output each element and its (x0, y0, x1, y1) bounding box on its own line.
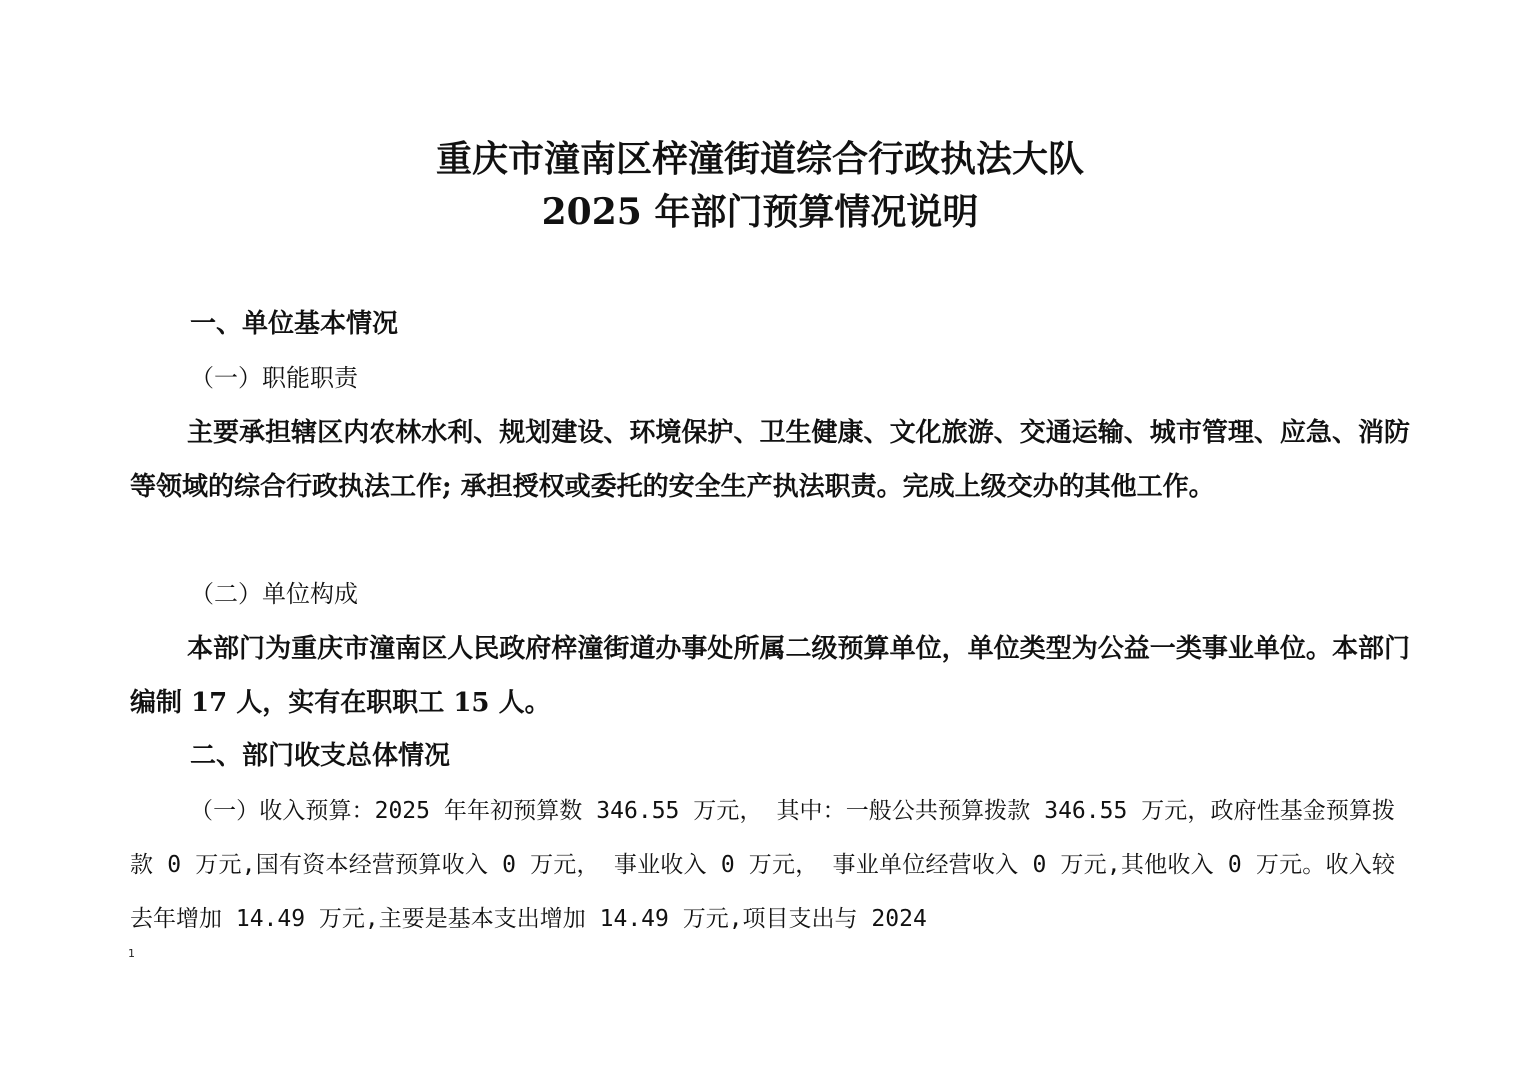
subsection-1-heading: （一）职能职责 (190, 364, 358, 392)
page-number: 1 (128, 947, 135, 960)
document-title-line-1: 重庆市潼南区梓潼街道综合行政执法大队 (435, 138, 1084, 180)
section-1-heading: 一、单位基本情况 (190, 309, 399, 339)
income-budget-paragraph: （一）收入预算：2025 年年初预算数 346.55 万元， 其中：一般公共预算拨款 346.55 万元，政府性基金预算拨款 0 万元,国有资本经营预算收入 0 万元， 事业收入 0 万元， 事业单位经营收入 0 万元,其他收入 0 万元。收入较去年增加 14.49 万元,主要是基本支出增加 14.49 万元,项目支出与 2024 (130, 798, 1395, 932)
section-2-heading: 二、部门收支总体情况 (190, 741, 451, 771)
subsection-1-paragraph: 主要承担辖区内农林水利、规划建设、环境保护、卫生健康、文化旅游、交通运输、城市管理、应急、消防等领域的综合行政执法工作; 承担授权或委托的安全生产执法职责。完成上级交办的其他工作。 (130, 418, 1410, 502)
subsection-2-heading: （二）单位构成 (190, 580, 358, 608)
subsection-2-paragraph: 本部门为重庆市潼南区人民政府梓潼街道办事处所属二级预算单位，单位类型为公益一类事业单位。本部门编制 17 人，实有在职职工 15 人。 (130, 634, 1410, 718)
document-title-line-2: 2025 年部门预算情况说明 (541, 191, 979, 233)
